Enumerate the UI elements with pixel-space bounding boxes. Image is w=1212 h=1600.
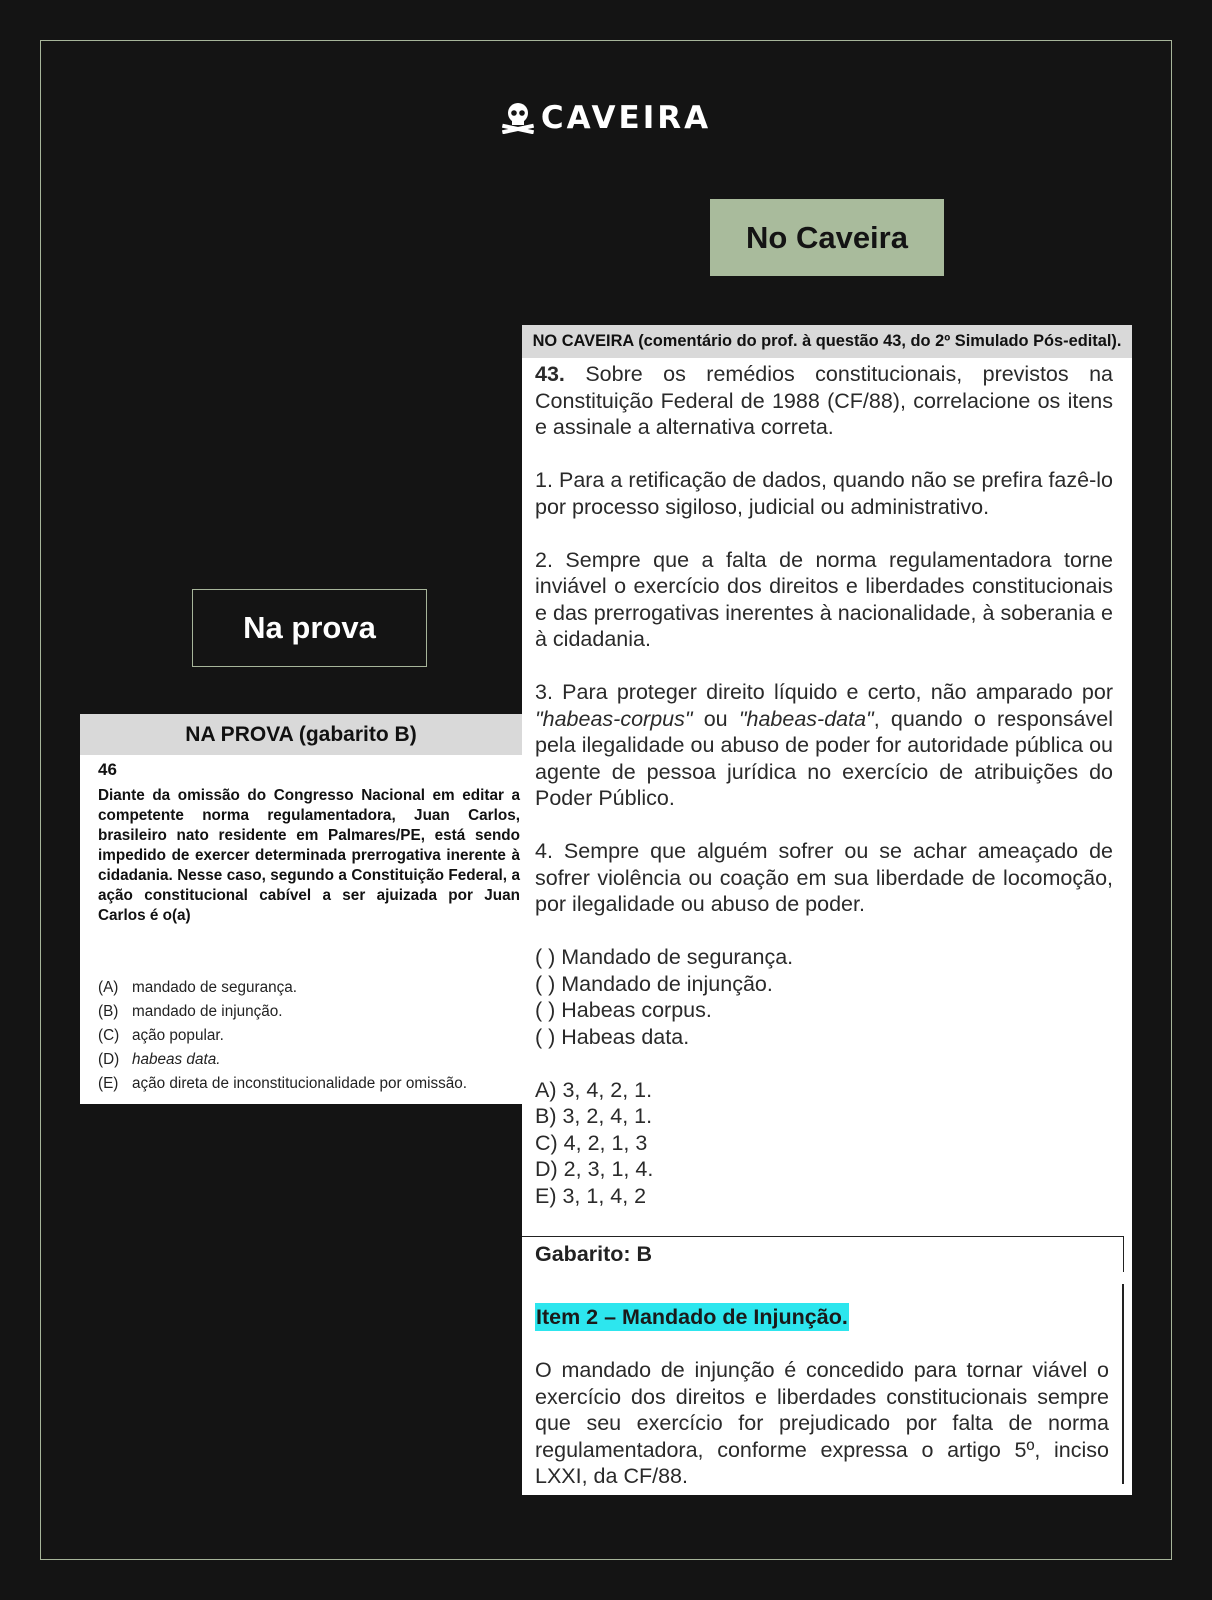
- answer-key: Gabarito: B: [522, 1236, 1124, 1272]
- caveira-alternatives-list: [535, 1077, 1113, 1210]
- tag-no-caveira: No Caveira: [710, 199, 944, 276]
- skull-icon: [501, 102, 535, 134]
- caveira-item-4: 4. Sempre que alguém sofrer ou se achar ameaçado de sofrer violência ou coação em sua liberdade de locomoção, por ilegalidade ou abuso de poder.: [535, 839, 1113, 916]
- list-item: B) 3, 2, 4, 1.: [535, 1104, 653, 1128]
- highlighted-answer: Item 2 – Mandado de Injunção.: [536, 1305, 848, 1329]
- exam-question-card: [80, 714, 522, 1104]
- caveira-item-1: 1. Para a retificação de dados, quando não se prefira fazê-lo por processo sigiloso, judicial ou administrativo.: [535, 468, 1113, 519]
- brand-logo: [0, 100, 1212, 136]
- exam-options-list: [98, 976, 467, 1096]
- caveira-question-body: [535, 361, 1113, 1209]
- exam-card-header: NA PROVA (gabarito B): [80, 714, 522, 755]
- list-item: (B) mandado de injunção.: [98, 1003, 283, 1020]
- exam-question-stem: Diante da omissão do Congresso Nacional em editar a competente norma regulamentadora, Juan Carlos, brasileiro nato residente em Palmares/PE, está sendo impedido de exercer determinada prerrogativa inerente à cidadania. Nesse caso, segundo a Constituição Federal, a ação constitucional cabível a ser ajuizada por Juan Carlos é o(a): [98, 787, 520, 924]
- list-item: (A) mandado de segurança.: [98, 979, 297, 996]
- list-item: ( ) Habeas data.: [535, 1024, 690, 1049]
- list-item: (C) ação popular.: [98, 1027, 224, 1044]
- exam-question-number: 46: [98, 760, 117, 779]
- brand-name: CAVEIRA: [540, 100, 712, 136]
- list-item: (E) ação direta de inconstitucionalidade por omissão.: [98, 1075, 468, 1092]
- caveira-item-2: 2. Sempre que a falta de norma regulamentadora torne inviável o exercício dos direitos e liberdades constitucionais e das prerrogativas inerentes à nacionalidade, à soberania e à cidadania.: [535, 547, 1113, 651]
- list-item: ( ) Habeas corpus.: [535, 998, 712, 1022]
- tag-na-prova: Na prova: [192, 589, 427, 667]
- caveira-card-header: NO CAVEIRA (comentário do prof. à questão 43, do 2º Simulado Pós-edital).: [522, 325, 1132, 358]
- list-item: ( ) Mandado de injunção.: [535, 971, 773, 996]
- answer-explanation: O mandado de injunção é concedido para tornar viável o exercício dos direitos e liberdades constitucionais sempre que seu exercício for prejudicado por falta de norma regulamentadora, conforme expressa o artigo 5º, inciso LXXI, da CF/88.: [535, 1358, 1109, 1488]
- caveira-blanks-list: [535, 944, 1113, 1050]
- list-item: D) 2, 3, 1, 4.: [535, 1157, 654, 1181]
- list-item: ( ) Mandado de segurança.: [535, 945, 794, 969]
- list-item: A) 3, 4, 2, 1.: [535, 1077, 653, 1102]
- caveira-question-number: 43.: [535, 362, 565, 386]
- list-item: (D) habeas data.: [98, 1051, 221, 1068]
- caveira-intro: 43. Sobre os remédios constitucionais, previstos na Constituição Federal de 1988 (CF/88), correlacione os itens e assinale a alternativa correta.: [535, 362, 1113, 439]
- list-item: E) 3, 1, 4, 2: [535, 1183, 647, 1208]
- list-item: C) 4, 2, 1, 3: [535, 1130, 648, 1155]
- caveira-question-card: [522, 325, 1132, 1495]
- divider: [1122, 1284, 1124, 1484]
- caveira-item-3: 3. Para proteger direito líquido e certo, não amparado por "habeas-corpus" ou "habeas-data", quando o responsável pela ilegalidade ou abuso de poder for autoridade pública ou agente de pessoa jurídica no exercício de atribuições do Poder Público.: [535, 680, 1113, 810]
